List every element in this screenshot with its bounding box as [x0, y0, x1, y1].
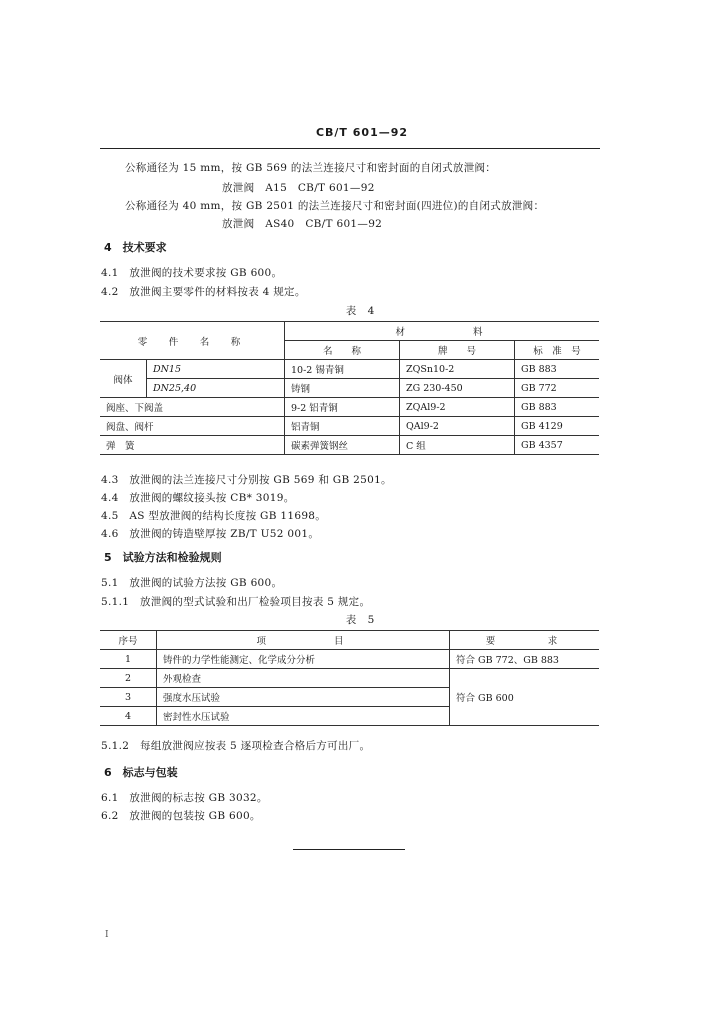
intro-line-2: 放泄阀 A15 CB/T 601—92: [222, 182, 375, 194]
para-5-1-2: 5.1.2 每组放泄阀应按表 5 逐项检查合格后方可出厂。: [101, 740, 371, 752]
para-6-1: 6.1 放泄阀的标志按 GB 3032。: [101, 792, 268, 804]
t4-std: GB 4357: [514, 436, 599, 455]
t5-no: 2: [100, 669, 157, 688]
t4-grade: ZQAl9-2: [399, 398, 514, 417]
t5-header-item: 项 目: [157, 631, 450, 650]
t4-header-material: 材 料: [284, 322, 599, 341]
t5-no: 4: [100, 707, 157, 726]
t5-req: 符合 GB 600: [450, 669, 600, 726]
header-rule: [100, 148, 600, 149]
t4-grade: ZQSn10-2: [399, 360, 514, 379]
table-row: [100, 436, 599, 455]
t5-req: 符合 GB 772、GB 883: [450, 650, 600, 669]
t4-grade: QAl9-2: [399, 417, 514, 436]
section-6-title: 6 标志与包装: [104, 766, 178, 779]
para-4-5: 4.5 AS 型放泄阀的结构长度按 GB 11698。: [101, 510, 327, 522]
t4-header-name: 名 称: [284, 341, 399, 360]
intro-line-3: 公称通径为 40 mm，按 GB 2501 的法兰连接尺寸和密封面(四进位)的自闭式放泄阀：: [125, 200, 545, 212]
t4-name: 碳素弹簧钢丝: [284, 436, 399, 455]
t4-std: GB 883: [514, 360, 599, 379]
t4-header-std: 标 准 号: [514, 341, 599, 360]
intro-line-4: 放泄阀 AS40 CB/T 601—92: [222, 218, 383, 230]
t4-std: GB 4129: [514, 417, 599, 436]
t4-grade: ZG 230-450: [399, 379, 514, 398]
para-6-2: 6.2 放泄阀的包装按 GB 600。: [101, 810, 261, 822]
t4-name: 9-2 铝青铜: [284, 398, 399, 417]
table-row: [100, 417, 599, 436]
t4-header-grade: 牌 号: [399, 341, 514, 360]
t4-body-label: 阀体: [100, 360, 147, 398]
para-5-1-1: 5.1.1 放泄阀的型式试验和出厂检验项目按表 5 规定。: [101, 596, 371, 608]
t5-no: 1: [100, 650, 157, 669]
section-4-title: 4 技术要求: [104, 241, 167, 254]
t4-name: 铸钢: [284, 379, 399, 398]
t5-item: 密封性水压试验: [157, 707, 450, 726]
t4-name: 10-2 锡青铜: [284, 360, 399, 379]
t5-item: 强度水压试验: [157, 688, 450, 707]
t5-header-req: 要 求: [450, 631, 600, 650]
t4-name: 铝青铜: [284, 417, 399, 436]
t4-part: DN15: [147, 360, 285, 379]
t4-part: 弹 簧: [100, 436, 284, 455]
t4-std: GB 772: [514, 379, 599, 398]
t4-part: 阀座、下阀盖: [100, 398, 284, 417]
para-4-2: 4.2 放泄阀主要零件的材料按表 4 规定。: [101, 286, 306, 298]
page-header: CB/T 601—92: [315, 126, 409, 139]
table-row: [100, 360, 599, 379]
t5-item: 外观检查: [157, 669, 450, 688]
t4-part: DN25,40: [147, 379, 285, 398]
table-row: [100, 650, 599, 669]
t4-part: 阀盘、阀杆: [100, 417, 284, 436]
t5-no: 3: [100, 688, 157, 707]
para-4-6: 4.6 放泄阀的铸造壁厚按 ZB/T U52 001。: [101, 528, 320, 540]
para-5-1: 5.1 放泄阀的试验方法按 GB 600。: [101, 577, 283, 589]
t5-item: 铸件的力学性能测定、化学成分分析: [157, 650, 450, 669]
t4-std: GB 883: [514, 398, 599, 417]
t4-grade: C 组: [399, 436, 514, 455]
table-4-caption: 表 4: [345, 305, 379, 317]
t5-header-no: 序号: [100, 631, 157, 650]
table-row: [100, 669, 599, 688]
table-5-caption: 表 5: [345, 614, 379, 626]
t4-header-part: 零 件 名 称: [100, 322, 284, 360]
table-4: [100, 321, 599, 455]
para-4-3: 4.3 放泄阀的法兰连接尺寸分别按 GB 569 和 GB 2501。: [101, 474, 392, 486]
end-rule: [293, 849, 405, 850]
table-row: [100, 398, 599, 417]
page-mark: I: [105, 930, 109, 940]
intro-line-1: 公称通径为 15 mm，按 GB 569 的法兰连接尺寸和密封面的自闭式放泄阀：: [125, 162, 497, 174]
para-4-1: 4.1 放泄阀的技术要求按 GB 600。: [101, 267, 283, 279]
table-5: [100, 630, 599, 726]
para-4-4: 4.4 放泄阀的螺纹接头按 CB* 3019。: [101, 492, 295, 504]
table-row: [100, 379, 599, 398]
section-5-title: 5 试验方法和检验规则: [104, 551, 222, 564]
